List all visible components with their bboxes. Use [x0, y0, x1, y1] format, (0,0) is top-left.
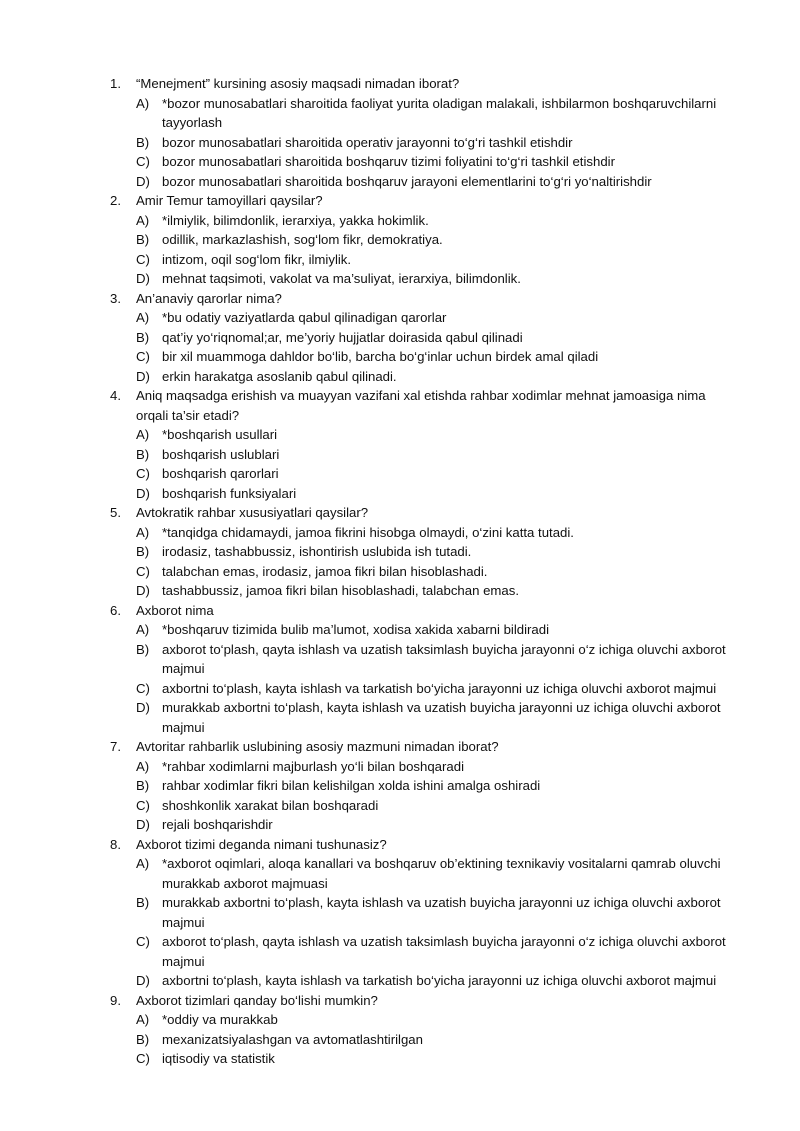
option-text: *ilmiylik, bilimdonlik, ierarxiya, yakka hokimlik. [162, 212, 429, 228]
question-8 [0, 835, 800, 991]
answer-option [0, 445, 800, 465]
answer-option [0, 464, 800, 484]
answer-option [0, 815, 800, 835]
question-number: 8. [110, 836, 121, 852]
answer-option [0, 542, 800, 562]
question-line [0, 601, 800, 621]
option-text: *rahbar xodimlarni majburlash yo‘li bilan boshqaradi [162, 758, 465, 774]
option-text: mexanizatsiyalashgan va avtomatlashtirilgan [162, 1031, 423, 1047]
option-letter: C) [136, 680, 150, 696]
option-letter: A) [136, 524, 150, 540]
option-letter: C) [136, 349, 150, 364]
question-number: 7. [110, 739, 121, 754]
question-line [0, 991, 800, 1011]
answer-option [0, 230, 800, 250]
option-letter: A) [136, 427, 150, 442]
option-text: bozor munosabatlari sharoitida operativ jarayonni to‘g‘ri tashkil etishdir [162, 134, 573, 150]
option-letter: A) [136, 95, 150, 111]
answer-option [0, 484, 800, 504]
option-text: axborot to‘plash, qayta ishlash va uzatish taksimlash buyicha jarayonni o‘z ichiga oluvchi axborot majmui [162, 641, 726, 676]
option-text: *boshqaruv tizimida bulib ma’lumot, xodisa xakida xabarni bildiradi [162, 622, 550, 637]
options-list [0, 1010, 800, 1069]
question-9 [0, 991, 800, 1069]
answer-option [0, 250, 800, 270]
question-line [0, 386, 800, 425]
answer-option [0, 152, 800, 172]
option-text: *tanqidga chidamaydi, jamoa fikrini hisobga olmaydi, o‘zini katta tutadi. [162, 524, 574, 540]
option-text: irodasiz, tashabbussiz, ishontirish uslubida ish tutadi. [162, 544, 472, 559]
question-text: Axborot tizimlari qanday bo‘lishi mumkin? [136, 992, 378, 1008]
option-text: *oddiy va murakkab [162, 1012, 278, 1027]
option-text: *axborot oqimlari, aloqa kanallari va boshqaruv ob’ektining texnikaviy vositalarni qamrab oluvchi murakkab axborot majmuasi [162, 856, 721, 891]
option-text: qat’iy yo‘riqnomal;ar, me’yoriy hujjatlar doirasida qabul qilinadi [162, 329, 523, 345]
options-list [0, 854, 800, 991]
option-letter: A) [136, 758, 150, 774]
option-letter: D) [136, 271, 150, 286]
answer-option [0, 94, 800, 133]
option-letter: B) [136, 544, 150, 559]
answer-option [0, 1049, 800, 1069]
option-text: erkin harakatga asoslanib qabul qilinadi. [162, 368, 397, 384]
option-letter: B) [136, 778, 150, 793]
answer-option [0, 776, 800, 796]
option-letter: B) [136, 895, 150, 910]
options-list [0, 523, 800, 601]
answer-option [0, 308, 800, 328]
answer-option [0, 757, 800, 777]
option-text: boshqarish uslublari [162, 446, 280, 462]
option-text: axbortni to‘plash, kayta ishlash va tarkatish bo‘yicha jarayonni uz ichiga oluvchi axborot majmui [162, 973, 717, 988]
question-line [0, 835, 800, 855]
option-letter: D) [136, 817, 150, 832]
question-number: 5. [110, 505, 121, 520]
option-text: *bozor munosabatlari sharoitida faoliyat yurita oladigan malakali, ishbilarmon boshqaruvchilarni tayyorlash [162, 95, 717, 130]
option-text: axbortni to‘plash, kayta ishlash va tarkatish bo‘yicha jarayonni uz ichiga oluvchi axborot majmui [162, 680, 717, 696]
option-text: intizom, oqil sog‘lom fikr, ilmiylik. [162, 251, 352, 267]
question-line [0, 503, 800, 523]
option-letter: D) [136, 973, 150, 988]
option-text: axborot to‘plash, qayta ishlash va uzatish taksimlash buyicha jarayonni o‘z ichiga oluvchi axborot majmui [162, 934, 726, 969]
answer-option [0, 133, 800, 153]
answer-option [0, 932, 800, 971]
answer-option [0, 367, 800, 387]
option-letter: D) [136, 173, 150, 189]
question-number: 6. [110, 602, 121, 618]
question-text: Axborot nima [136, 602, 214, 618]
question-7 [0, 737, 800, 835]
question-1 [0, 74, 800, 191]
options-list [0, 620, 800, 737]
answer-option [0, 698, 800, 737]
question-3 [0, 289, 800, 387]
question-text: “Menejment” kursining asosiy maqsadi nimadan iborat? [136, 76, 460, 91]
answer-option [0, 893, 800, 932]
option-text: *boshqarish usullari [162, 427, 278, 442]
question-5 [0, 503, 800, 601]
question-2 [0, 191, 800, 289]
options-list [0, 211, 800, 289]
question-4 [0, 386, 800, 503]
answer-option [0, 269, 800, 289]
option-letter: A) [136, 212, 150, 228]
option-letter: A) [136, 1012, 150, 1027]
option-text: rejali boshqarishdir [162, 817, 273, 832]
answer-option [0, 172, 800, 192]
question-number: 2. [110, 193, 121, 208]
question-text: An’anaviy qarorlar nima? [136, 290, 282, 306]
option-text: murakkab axbortni to‘plash, kayta ishlash va uzatish buyicha jarayonni uz ichiga oluvchi axborot majmui [162, 895, 721, 930]
answer-option [0, 1010, 800, 1030]
question-number: 9. [110, 992, 121, 1008]
option-text: tashabbussiz, jamoa fikri bilan hisoblashadi, talabchan emas. [162, 583, 519, 598]
question-line [0, 289, 800, 309]
answer-option [0, 796, 800, 816]
option-text: rahbar xodimlar fikri bilan kelishilgan xolda ishini amalga oshiradi [162, 778, 541, 793]
option-letter: C) [136, 251, 150, 267]
option-letter: D) [136, 700, 150, 715]
option-text: bozor munosabatlari sharoitida boshqaruv jarayoni elementlarini to‘g‘ri yo‘naltirishdir [162, 173, 652, 189]
answer-option [0, 854, 800, 893]
answer-option [0, 328, 800, 348]
option-letter: C) [136, 154, 150, 169]
answer-option [0, 640, 800, 679]
question-text: Avtokratik rahbar xususiyatlari qaysilar? [136, 505, 369, 520]
question-list [0, 74, 800, 1069]
option-letter: B) [136, 1031, 150, 1047]
options-list [0, 757, 800, 835]
answer-option [0, 562, 800, 582]
option-text: *bu odatiy vaziyatlarda qabul qilinadigan qarorlar [162, 310, 447, 325]
option-letter: D) [136, 485, 150, 501]
answer-option [0, 347, 800, 367]
option-text: bozor munosabatlari sharoitida boshqaruv tizimi foliyatini to‘g‘ri tashkil etishdir [162, 154, 615, 169]
option-text: odillik, markazlashish, sog‘lom fikr, demokratiya. [162, 232, 443, 247]
answer-option [0, 679, 800, 699]
answer-option [0, 211, 800, 231]
option-letter: C) [136, 934, 150, 949]
option-text: mehnat taqsimoti, vakolat va ma’suliyat, ierarxiya, bilimdonlik. [162, 271, 521, 286]
question-number: 4. [110, 388, 121, 403]
option-letter: B) [136, 446, 150, 462]
option-text: shoshkonlik xarakat bilan boshqaradi [162, 797, 379, 813]
question-6 [0, 601, 800, 738]
question-text: Aniq maqsadga erishish va muayyan vazifani xal etishda rahbar xodimlar mehnat jamoasiga nima orqali ta’sir etadi? [136, 388, 706, 423]
question-number: 1. [110, 76, 121, 91]
question-number: 3. [110, 290, 121, 306]
option-letter: B) [136, 134, 150, 150]
options-list [0, 308, 800, 386]
option-letter: B) [136, 329, 150, 345]
option-letter: B) [136, 232, 150, 247]
question-text: Axborot tizimi deganda nimani tushunasiz? [136, 836, 387, 852]
answer-option [0, 425, 800, 445]
answer-option [0, 1030, 800, 1050]
answer-option [0, 620, 800, 640]
question-line [0, 737, 800, 757]
question-text: Avtoritar rahbarlik uslubining asosiy mazmuni nimadan iborat? [136, 739, 499, 754]
option-letter: C) [136, 1051, 150, 1066]
option-letter: C) [136, 563, 150, 579]
option-text: boshqarish funksiyalari [162, 485, 297, 501]
option-letter: A) [136, 622, 150, 637]
answer-option [0, 581, 800, 601]
question-line [0, 191, 800, 211]
option-letter: B) [136, 641, 150, 657]
option-text: murakkab axbortni to‘plash, kayta ishlash va uzatish buyicha jarayonni uz ichiga oluvchi axborot majmui [162, 700, 721, 735]
option-letter: C) [136, 466, 150, 481]
question-text: Amir Temur tamoyillari qaysilar? [136, 193, 323, 208]
option-text: talabchan emas, irodasiz, jamoa fikri bilan hisoblashadi. [162, 563, 488, 579]
option-letter: C) [136, 797, 150, 813]
options-list [0, 425, 800, 503]
answer-option [0, 523, 800, 543]
option-letter: D) [136, 368, 150, 384]
question-line [0, 74, 800, 94]
answer-option [0, 971, 800, 991]
option-text: iqtisodiy va statistik [162, 1051, 275, 1066]
options-list [0, 94, 800, 192]
option-text: boshqarish qarorlari [162, 466, 279, 481]
option-letter: A) [136, 310, 150, 325]
option-letter: A) [136, 856, 150, 871]
option-text: bir xil muammoga dahldor bo‘lib, barcha bo‘g‘inlar uchun birdek amal qiladi [162, 349, 599, 364]
option-letter: D) [136, 583, 150, 598]
